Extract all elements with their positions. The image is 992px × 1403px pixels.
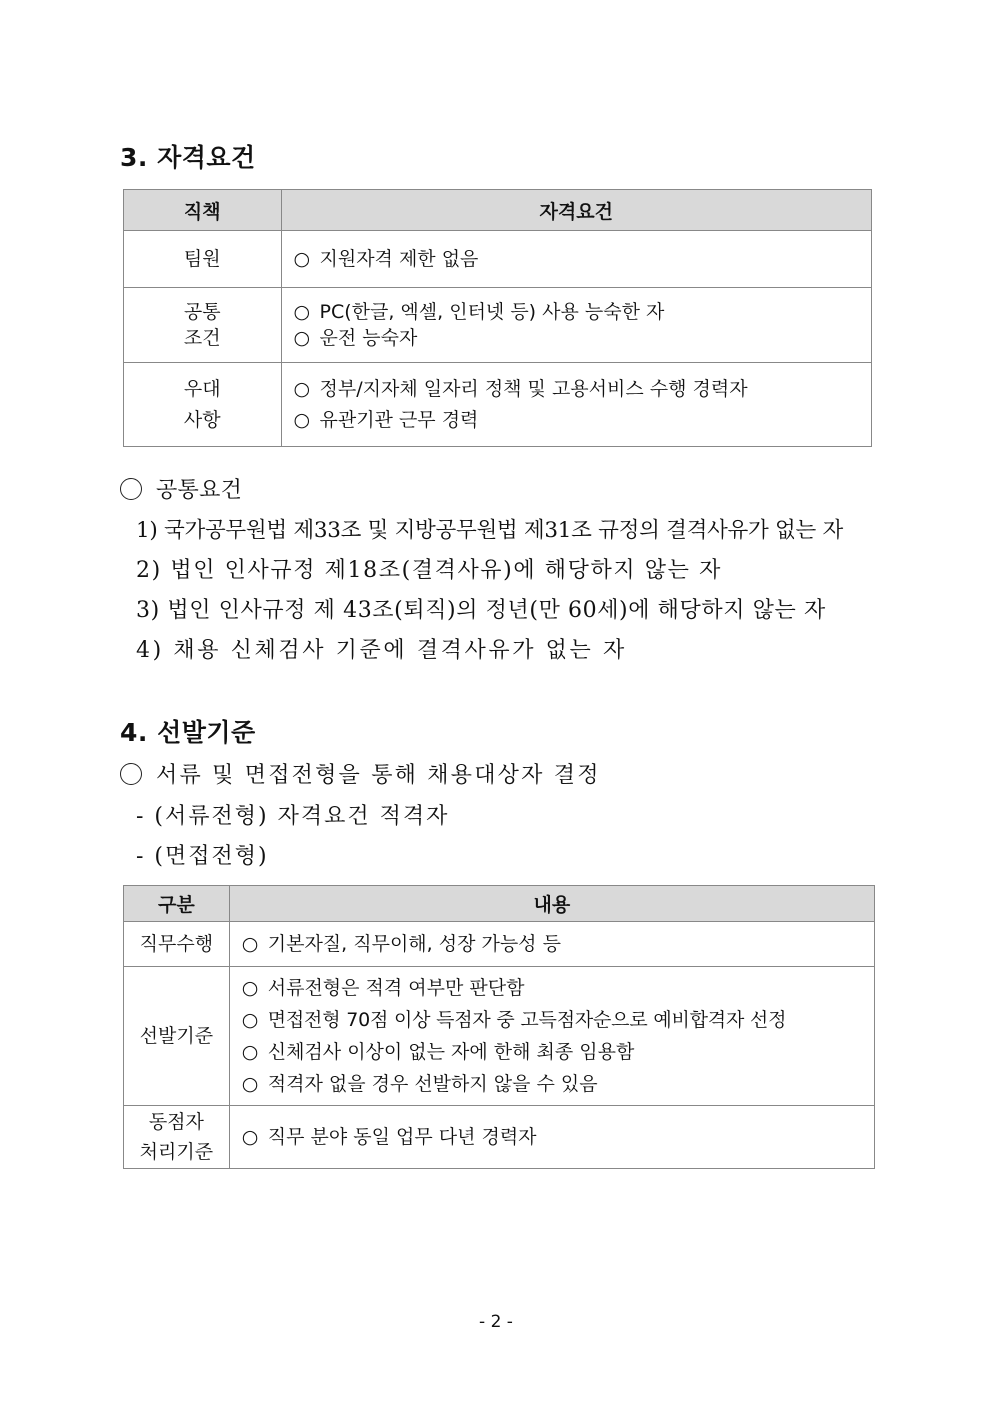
table-row [124,231,872,288]
list-item: ○ 유관기관 근무 경력 [293,408,479,431]
row-category: 우대 사항 [124,363,282,447]
selection-criteria-table [123,885,875,1169]
row-category: 직무수행 [124,922,230,967]
common-requirement-item: 2) 법인 인사규정 제18조(결격사유)에 해당하지 않는 자 [136,558,722,583]
list-item: ○ 운전 능숙자 [293,327,418,349]
list-item: ○ 적격자 없을 경우 선발하지 않을 수 있음 [241,1073,598,1095]
row-content [229,1106,874,1169]
selection-intro: 서류 및 면접전형을 통해 채용대상자 결정 [120,758,601,789]
list-item: ○ 직무 분야 동일 업무 다년 경력자 [241,1126,537,1148]
table-row [124,288,872,363]
list-item: ○ 지원자격 제한 없음 [293,248,479,270]
row-content [281,288,872,363]
row-category: 공통 조건 [124,288,282,363]
table-row [124,922,875,967]
section-3-heading: 3. 자격요건 [120,143,256,172]
common-requirements-title: 공통요건 [120,473,242,504]
row-category: 동점자 처리기준 [124,1106,230,1169]
header-position: 직책 [124,190,282,231]
list-item: ○ PC(한글, 엑셀, 인터넷 등) 사용 능숙한 자 [293,301,665,323]
row-category: 선발기준 [124,967,230,1106]
circle-bullet-icon [120,478,142,500]
common-requirement-item: 4) 채용 신체검사 기준에 결격사유가 없는 자 [136,638,627,663]
selection-sub-item: - (서류전형) 자격요건 적격자 [136,804,450,829]
row-content [281,363,872,447]
common-requirement-item: 3) 법인 인사규정 제 43조(퇴직)의 정년(만 60세)에 해당하지 않는 자 [136,598,826,623]
section-4-heading: 4. 선발기준 [120,718,256,747]
row-category: 팀원 [124,231,282,288]
header-qualification: 자격요건 [281,190,872,231]
list-item: ○ 기본자질, 직무이해, 성장 가능성 등 [241,933,561,955]
row-content [229,922,874,967]
header-category: 구분 [124,886,230,922]
table-row [124,363,872,447]
list-item: ○ 면접전형 70점 이상 득점자 중 고득점자순으로 예비합격자 선정 [241,1009,787,1031]
table-header-row [124,886,875,922]
list-item: ○ 신체검사 이상이 없는 자에 한해 최종 임용함 [241,1041,635,1063]
common-requirement-item: 1) 국가공무원법 제33조 및 지방공무원법 제31조 규정의 결격사유가 없는 자 [136,518,843,543]
selection-sub-item: - (면접전형) [136,844,269,869]
row-content [281,231,872,288]
header-content: 내용 [229,886,874,922]
table-row [124,967,875,1106]
row-content [229,967,874,1106]
circle-bullet-icon [120,763,142,785]
qualification-table [123,189,872,447]
page-number: - 2 - [479,1312,513,1332]
table-header-row [124,190,872,231]
list-item: ○ 정부/지자체 일자리 정책 및 고용서비스 수행 경력자 [293,377,748,400]
table-row [124,1106,875,1169]
list-item: ○ 서류전형은 적격 여부만 판단함 [241,977,525,999]
